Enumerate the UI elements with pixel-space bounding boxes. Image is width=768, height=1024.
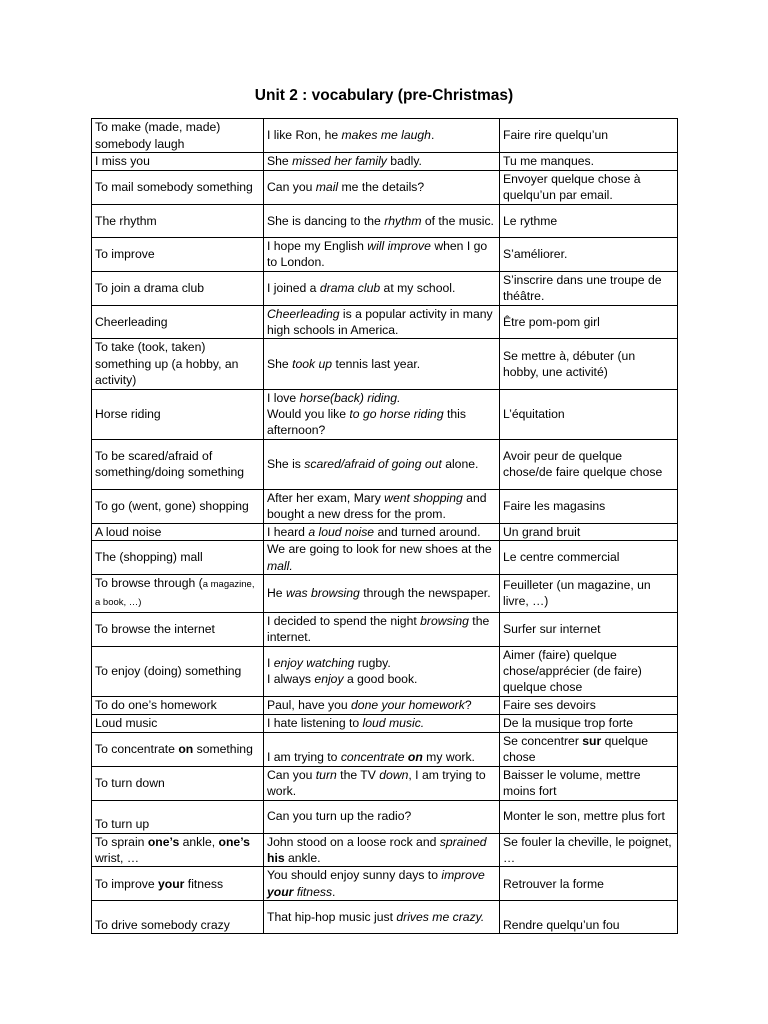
english-term-text: To join a drama club [95,281,205,296]
english-term-text: To improve [95,247,155,262]
english-term-text: your [158,876,185,891]
example-sentence-text: . [430,128,435,143]
example-sentence-text: makes me laugh [341,128,431,143]
french-translation-text: Rendre quelqu’un fou [503,917,620,932]
english-term-cell [92,867,264,901]
example-sentence-text: ? [464,698,472,713]
example-sentence-text: and turned around. [374,524,481,539]
english-term-cell [92,612,264,646]
table-row [92,237,678,271]
french-translation-text: S’améliorer. [503,247,568,262]
english-term-cell [92,766,264,800]
french-translation-text: Être pom-pom girl [503,314,600,329]
english-term-text: The rhythm [95,213,157,228]
table-row [92,439,678,489]
french-translation-cell [500,204,678,237]
example-sentence-text: He [267,586,286,601]
french-translation-cell [500,901,678,934]
example-sentence-text: this afternoon? [267,407,466,438]
example-sentence-cell [264,732,500,766]
example-sentence-cell [264,523,500,540]
french-translation-text: Aimer (faire) quelque chose/apprécier (de faire) quelque chose [503,647,642,695]
english-term-cell [92,305,264,339]
example-sentence-cell [264,439,500,489]
example-sentence-text: She [267,356,293,371]
example-sentence-cell [264,646,500,696]
example-sentence-text: Can you [267,180,316,195]
example-sentence-text: I joined a [267,281,320,296]
example-sentence-text: concentrate [340,750,405,765]
french-translation-cell [500,439,678,489]
example-sentence-text: improve [441,868,485,883]
french-translation-text: Surfer sur internet [503,621,601,636]
table-row [92,389,678,439]
french-translation-text: Envoyer quelque chose à quelqu’un par email. [503,172,641,203]
english-term-text: To do one’s homework [95,698,217,713]
english-term-text: something [193,741,253,756]
french-translation-cell [500,237,678,271]
example-sentence-text: Can you [267,767,316,782]
example-sentence-text: badly. [386,154,422,169]
english-term-text: fitness [184,876,224,891]
french-translation-text: Se concentrer [503,733,583,748]
table-row [92,574,678,612]
example-sentence-cell [264,696,500,714]
example-sentence-text: the internet. [267,613,490,645]
example-sentence-text: I love [267,390,300,405]
french-translation-cell [500,541,678,575]
english-term-text: one’s [147,834,180,849]
english-term-cell [92,171,264,205]
english-term-cell [92,646,264,696]
example-sentence-cell [264,271,500,305]
english-term-cell [92,901,264,934]
french-translation-cell [500,389,678,439]
example-sentence-text: I am trying to [267,750,341,765]
example-sentence-text: horse(back) riding. [299,390,401,405]
example-sentence-text: was browsing [285,586,360,601]
example-sentence-text: I [267,655,274,670]
table-row [92,541,678,575]
example-sentence-cell [264,800,500,833]
example-sentence-text: ankle. [284,850,321,865]
english-term-text: To enjoy (doing) something [95,663,242,678]
example-sentence-cell [264,237,500,271]
example-sentence-text: I hate listening to [267,716,363,731]
example-sentence-text: on [407,750,423,765]
example-sentence-text: Can you turn up the radio? [267,809,412,824]
example-sentence-cell [264,204,500,237]
french-translation-cell [500,714,678,732]
english-term-text: To sprain [95,834,148,849]
french-translation-cell [500,766,678,800]
english-term-cell [92,204,264,237]
example-sentence-text: tennis last year. [332,356,421,371]
english-term-cell [92,153,264,171]
table-row [92,833,678,867]
example-sentence-text: loud music. [362,716,425,731]
example-sentence-cell [264,489,500,523]
english-term-cell [92,489,264,523]
example-sentence-cell [264,305,500,339]
example-sentence-text: I hope my English [267,238,368,253]
table-row [92,732,678,766]
english-term-cell [92,237,264,271]
french-translation-text: Le centre commercial [503,550,620,565]
english-term-text: a magazine, a book, …) [95,578,255,609]
example-sentence-text: That hip-hop music just [267,909,397,924]
example-sentence-text: and bought a new dress for the prom. [267,490,487,522]
example-sentence-text: down [379,767,409,782]
french-translation-text: Faire ses devoirs [503,698,596,713]
french-translation-text: Tu me manques. [503,154,594,169]
example-sentence-cell [264,153,500,171]
table-row [92,119,678,153]
table-row [92,800,678,833]
example-sentence-text: when I go to London. [267,238,488,270]
example-sentence-text: Cheerleading [267,306,340,321]
english-term-cell [92,714,264,732]
english-term-cell [92,541,264,575]
english-term-text: on [178,741,194,756]
example-sentence-text: turn [315,767,337,782]
english-term-cell [92,271,264,305]
english-term-text: To drive somebody crazy [95,917,230,932]
french-translation-cell [500,800,678,833]
french-translation-cell [500,171,678,205]
example-sentence-text: . [332,884,336,899]
example-sentence-cell [264,574,500,612]
example-sentence-text: She [267,154,293,169]
example-sentence-text: is a popular activity in many high schools in America. [267,306,493,338]
table-row [92,646,678,696]
example-sentence-text: I like Ron, he [267,128,342,143]
example-sentence-cell [264,389,500,439]
example-sentence-cell [264,119,500,153]
english-term-text: A loud noise [95,524,162,539]
example-sentence-cell [264,339,500,389]
example-sentence-text: browsing [420,613,469,628]
english-term-text: I miss you [95,154,150,169]
example-sentence-text: I always [267,672,315,687]
english-term-cell [92,696,264,714]
french-translation-cell [500,271,678,305]
example-sentence-text: mail [315,180,339,195]
example-sentence-text: the TV [336,767,380,782]
example-sentence-text: through the newspaper. [359,586,491,601]
french-translation-text: Se fouler la cheville, le poignet, … [503,834,672,865]
example-sentence-text: sprained [439,834,487,849]
example-sentence-cell [264,171,500,205]
english-term-text: The (shopping) mall [95,550,203,565]
table-row [92,271,678,305]
english-term-cell [92,119,264,153]
english-term-cell [92,389,264,439]
english-term-cell [92,523,264,540]
example-sentence-text: went shopping [384,490,463,505]
example-sentence-text: missed her family [292,154,387,169]
table-row [92,171,678,205]
example-sentence-text: drama club [319,281,381,296]
example-sentence-cell [264,833,500,867]
english-term-text: ankle, [179,834,219,849]
table-row [92,696,678,714]
french-translation-text: Faire rire quelqu’un [503,128,609,143]
example-sentence-text: , I am trying to work. [267,767,486,799]
english-term-text: To turn up [95,817,150,832]
french-translation-text: Un grand bruit [503,524,581,539]
table-row [92,901,678,934]
table-row [92,305,678,339]
french-translation-text: quelque chose [503,733,648,765]
english-term-text: To concentrate [95,741,179,756]
example-sentence-text: at my school. [380,281,456,296]
english-term-text: Loud music [95,716,158,731]
example-sentence-text: took up [292,356,333,371]
english-term-text: To go (went, gone) shopping [95,499,249,514]
english-term-text: To make (made, made) somebody laugh [95,120,221,151]
table-row [92,766,678,800]
vocabulary-table-body [92,119,678,934]
french-translation-cell [500,523,678,540]
french-translation-cell [500,153,678,171]
french-translation-cell [500,612,678,646]
table-row [92,489,678,523]
french-translation-text: sur [582,733,602,748]
french-translation-cell [500,305,678,339]
english-term-text: To turn down [95,775,165,790]
vocabulary-table [91,118,678,934]
french-translation-text: Feuilleter (un magazine, un livre, …) [503,577,651,609]
french-translation-cell [500,833,678,867]
example-sentence-text: his [267,850,285,865]
english-term-text: Cheerleading [95,314,168,329]
french-translation-text: Baisser le volume, mettre moins fort [503,767,641,799]
table-row [92,153,678,171]
french-translation-text: Se mettre à, débuter (un hobby, une activité) [503,348,636,380]
french-translation-text: Avoir peur de quelque chose/de faire quelque chose [503,448,663,480]
example-sentence-text: your [267,884,294,899]
french-translation-cell [500,489,678,523]
example-sentence-text: I heard [267,524,309,539]
french-translation-cell [500,696,678,714]
document-title: Unit 2 : vocabulary (pre-Christmas) [254,87,514,104]
example-sentence-cell [264,612,500,646]
french-translation-cell [500,339,678,389]
example-sentence-text: enjoy [314,672,344,687]
example-sentence-text: rugby. [354,655,391,670]
example-sentence-text: done your homework [351,698,465,713]
english-term-text: Horse riding [95,407,161,422]
example-sentence-text: mall. [267,558,293,573]
example-sentence-text: You should enjoy sunny days to [267,868,442,883]
french-translation-text: Le rythme [503,213,558,228]
example-sentence-text: my work. [422,750,475,765]
table-row [92,867,678,901]
example-sentence-text: Would you like [267,407,350,422]
example-sentence-cell [264,901,500,934]
french-translation-text: Retrouver la forme [503,876,604,891]
french-translation-cell [500,646,678,696]
french-translation-cell [500,867,678,901]
example-sentence-text: She is dancing to the [267,213,385,228]
table-row [92,204,678,237]
french-translation-text: Monter le son, mettre plus fort [503,809,665,824]
english-term-text: wrist, … [95,850,140,865]
english-term-text: To browse the internet [95,621,215,636]
table-row [92,339,678,389]
example-sentence-text: to go horse riding [349,407,444,422]
english-term-text: To browse through ( [95,575,203,590]
english-term-text: one’s [218,834,250,849]
english-term-cell [92,732,264,766]
example-sentence-text: John stood on a loose rock and [267,834,440,849]
english-term-cell [92,800,264,833]
example-sentence-text: alone. [441,457,479,472]
french-translation-text: L’équitation [503,407,565,422]
example-sentence-text: scared/afraid of going out [304,457,442,472]
french-translation-cell [500,732,678,766]
example-sentence-cell [264,714,500,732]
table-row [92,714,678,732]
english-term-text: To be scared/afraid of something/doing something [95,448,245,480]
example-sentence-text: rhythm [384,213,422,228]
example-sentence-cell [264,867,500,901]
english-term-cell [92,833,264,867]
example-sentence-text: Paul, have you [267,698,352,713]
example-sentence-text: will improve [367,238,431,253]
french-translation-cell [500,119,678,153]
french-translation-cell [500,574,678,612]
english-term-cell [92,574,264,612]
english-term-cell [92,339,264,389]
example-sentence-text: drives me crazy. [396,909,485,924]
french-translation-text: Faire les magasins [503,499,606,514]
example-sentence-text: enjoy watching [273,655,355,670]
english-term-cell [92,439,264,489]
table-row [92,523,678,540]
example-sentence-text: me the details? [338,180,425,195]
table-row [92,612,678,646]
english-term-text: To mail somebody something [95,180,253,195]
example-sentence-cell [264,766,500,800]
example-sentence-cell [264,541,500,575]
example-sentence-text: a good book. [343,672,418,687]
example-sentence-text: a loud noise [308,524,375,539]
example-sentence-text: I decided to spend the night [267,613,421,628]
english-term-text: To take (took, taken) something up (a hobby, an activity) [95,340,239,388]
example-sentence-text: of the music. [421,213,494,228]
example-sentence-text: She is [267,457,305,472]
example-sentence-text: We are going to look for new shoes at the [267,542,492,557]
french-translation-text: S’inscrire dans une troupe de théâtre. [503,272,662,304]
example-sentence-text: After her exam, Mary [267,490,385,505]
english-term-text: To improve [95,876,158,891]
example-sentence-text: fitness [296,884,333,899]
french-translation-text: De la musique trop forte [503,716,634,731]
